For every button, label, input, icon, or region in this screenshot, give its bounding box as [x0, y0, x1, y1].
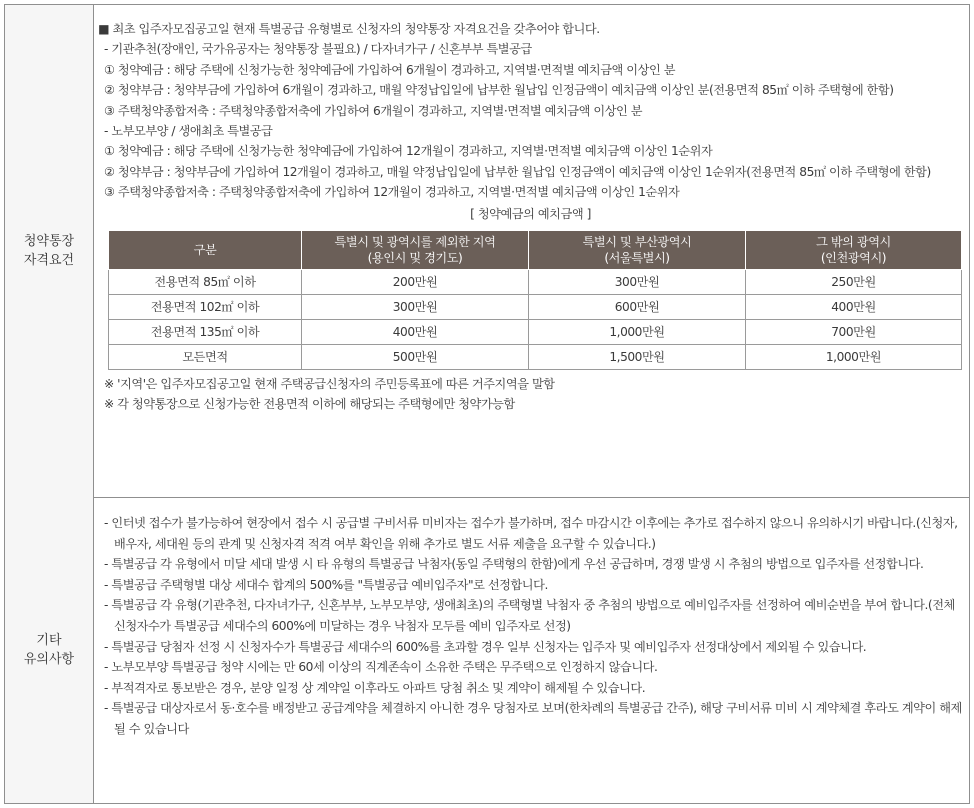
row-label-line: 기타	[36, 633, 62, 648]
list-item: - 특별공급 주택형별 대상 세대수 합계의 500%를 "특별공급 예비입주자"로 선정합니다.	[104, 577, 548, 592]
list-item: ② 청약부금 : 청약부금에 가입하여 12개월이 경과하고, 매월 약정납입일에 납부한 월납입 인정금액이 예치금액 이상인 1순위자(전용면적 85㎡ 이하 주택형에 한함)	[104, 164, 931, 179]
list-item: - 노부모부양 / 생애최초 특별공급	[104, 124, 273, 139]
table-cell: 400만원	[302, 320, 529, 345]
row-label-line: 자격요건	[23, 253, 75, 268]
table-cell: 모든면적	[109, 345, 302, 370]
table-cell: 전용면적 135㎡ 이하	[109, 320, 302, 345]
list-item: - 노부모부양 특별공급 청약 시에는 만 60세 이상의 직계존속이 소유한 주택은 무주택으로 인정하지 않습니다.	[104, 660, 658, 675]
list-item: - 특별공급 당첨자 선정 시 신청자수가 특별공급 세대수의 600%를 초과할 경우 일부 신청자는 입주자 및 예비입주자 선정대상에서 제외될 수 있습니다.	[104, 639, 867, 654]
section-heading: ■ 최초 입주자모집공고일 현재 특별공급 유형별로 신청자의 청약통장 자격요건을 갖추어야 합니다.	[98, 22, 600, 36]
row-label-other-notes	[5, 497, 94, 803]
list-item: - 부적격자로 통보받은 경우, 분양 일정 상 계약일 이후라도 아파트 당첨 취소 및 계약이 해제될 수 있습니다.	[104, 680, 646, 695]
note-text: ※ 각 청약통장으로 신청가능한 전용면적 이하에 해당되는 주택형에만 청약가능함	[104, 397, 515, 412]
table-header-row	[109, 231, 962, 270]
table-cell: 1,500만원	[529, 345, 746, 370]
list-item: - 특별공급 각 유형(기관추천, 다자녀가구, 신혼부부, 노부모부양, 생애최초)의 주택형별 낙첨자 중 추첨의 방법으로 예비입주자를 선정하여 예비순번을 부여 합니다.(전체 신청자수가 특별공급 세대수의 600%에 미달하는 경우 낙첨자 모두를 예비 입주자로 선정)	[104, 598, 955, 633]
header-subtext: (서울특별시)	[604, 251, 670, 266]
header-text: 특별시 및 광역시를 제외한 지역	[334, 235, 496, 250]
table-cell: 600만원	[529, 295, 746, 320]
subscription-content	[98, 19, 963, 415]
table-cell: 전용면적 85㎡ 이하	[109, 270, 302, 295]
list-item: ① 청약예금 : 해당 주택에 신청가능한 청약예금에 가입하여 6개월이 경과하고, 지역별·면적별 예치금액 이상인 분	[104, 62, 676, 77]
list-item: - 특별공급 각 유형에서 미달 세대 발생 시 타 유형의 특별공급 낙첨자(동일 주택형의 한함)에게 우선 공급하며, 경쟁 발생 시 추첨의 방법으로 입주자를 선정합니다.	[104, 557, 924, 572]
deposit-amount-table	[108, 230, 962, 370]
other-notes-content	[98, 513, 963, 740]
list-item: - 기관추천(장애인, 국가유공자는 청약통장 불필요) / 다자녀가구 / 신혼부부 특별공급	[104, 42, 532, 57]
table-row	[109, 320, 962, 345]
list-item: ① 청약예금 : 해당 주택에 신청가능한 청약예금에 가입하여 12개월이 경과하고, 지역별·면적별 예치금액 이상인 1순위자	[104, 144, 713, 159]
other-notes-row	[5, 497, 969, 803]
table-cell: 700만원	[746, 320, 962, 345]
table-cell: 250만원	[746, 270, 962, 295]
table-cell: 전용면적 102㎡ 이하	[109, 295, 302, 320]
table-cell: 200만원	[302, 270, 529, 295]
table-cell: 300만원	[302, 295, 529, 320]
header-text: 구분	[193, 243, 217, 258]
table-header-cell	[109, 231, 302, 270]
list-item: - 특별공급 대상자로서 동·호수를 배정받고 공급계약을 체결하지 아니한 경우 당첨자로 보며(한차례의 특별공급 간주), 해당 구비서류 미비 시 계약체결 후라도 계약이 해제될 수 있습니다	[104, 701, 962, 736]
table-notes	[98, 374, 963, 415]
table-header-cell	[302, 231, 529, 270]
table-cell: 1,000만원	[529, 320, 746, 345]
row-label-line: 유의사항	[23, 652, 75, 667]
table-row	[109, 295, 962, 320]
subscription-qualification-row	[5, 5, 969, 498]
table-header-cell	[746, 231, 962, 270]
list-item: ③ 주택청약종합저축 : 주택청약종합저축에 가입하여 6개월이 경과하고, 지역별·면적별 예치금액 이상인 분	[104, 103, 643, 118]
table-row	[109, 270, 962, 295]
table-header-cell	[529, 231, 746, 270]
notice-table	[4, 4, 970, 804]
list-item: - 인터넷 접수가 불가능하여 현장에서 접수 시 공급별 구비서류 미비자는 접수가 불가하며, 접수 마감시간 이후에는 추가로 접수하지 않으니 유의하시기 바랍니다.(신청자, 배우자, 세대원 등의 관계 및 신청자격 적격 여부 확인을 위해 추가로 별도 서류 제출을 요구할 수 있습니다.)	[104, 516, 958, 551]
note-text: ※ '지역'은 입주자모집공고일 현재 주택공급신청자의 주민등록표에 따른 거주지역을 말함	[104, 377, 555, 392]
table-cell: 400만원	[746, 295, 962, 320]
header-text: 그 밖의 광역시	[816, 235, 891, 250]
header-subtext: (인천광역시)	[820, 251, 887, 266]
list-item: ② 청약부금 : 청약부금에 가입하여 6개월이 경과하고, 매월 약정납입일에 납부한 월납입 인정금액이 예치금액 이상인 분(전용면적 85㎡ 이하 주택형에 한함)	[104, 83, 894, 98]
table-cell: 1,000만원	[746, 345, 962, 370]
row-label-line: 청약통장	[23, 234, 75, 249]
header-text: 특별시 및 부산광역시	[582, 235, 692, 250]
list-item: ③ 주택청약종합저축 : 주택청약종합저축에 가입하여 12개월이 경과하고, 지역별·면적별 예치금액 이상인 1순위자	[104, 185, 680, 200]
table-cell: 300만원	[529, 270, 746, 295]
row-label-subscription	[5, 5, 94, 497]
table-title: [ 청약예금의 예치금액 ]	[470, 206, 591, 221]
table-row	[109, 345, 962, 370]
table-cell: 500만원	[302, 345, 529, 370]
header-subtext: (용인시 및 경기도)	[367, 251, 463, 266]
